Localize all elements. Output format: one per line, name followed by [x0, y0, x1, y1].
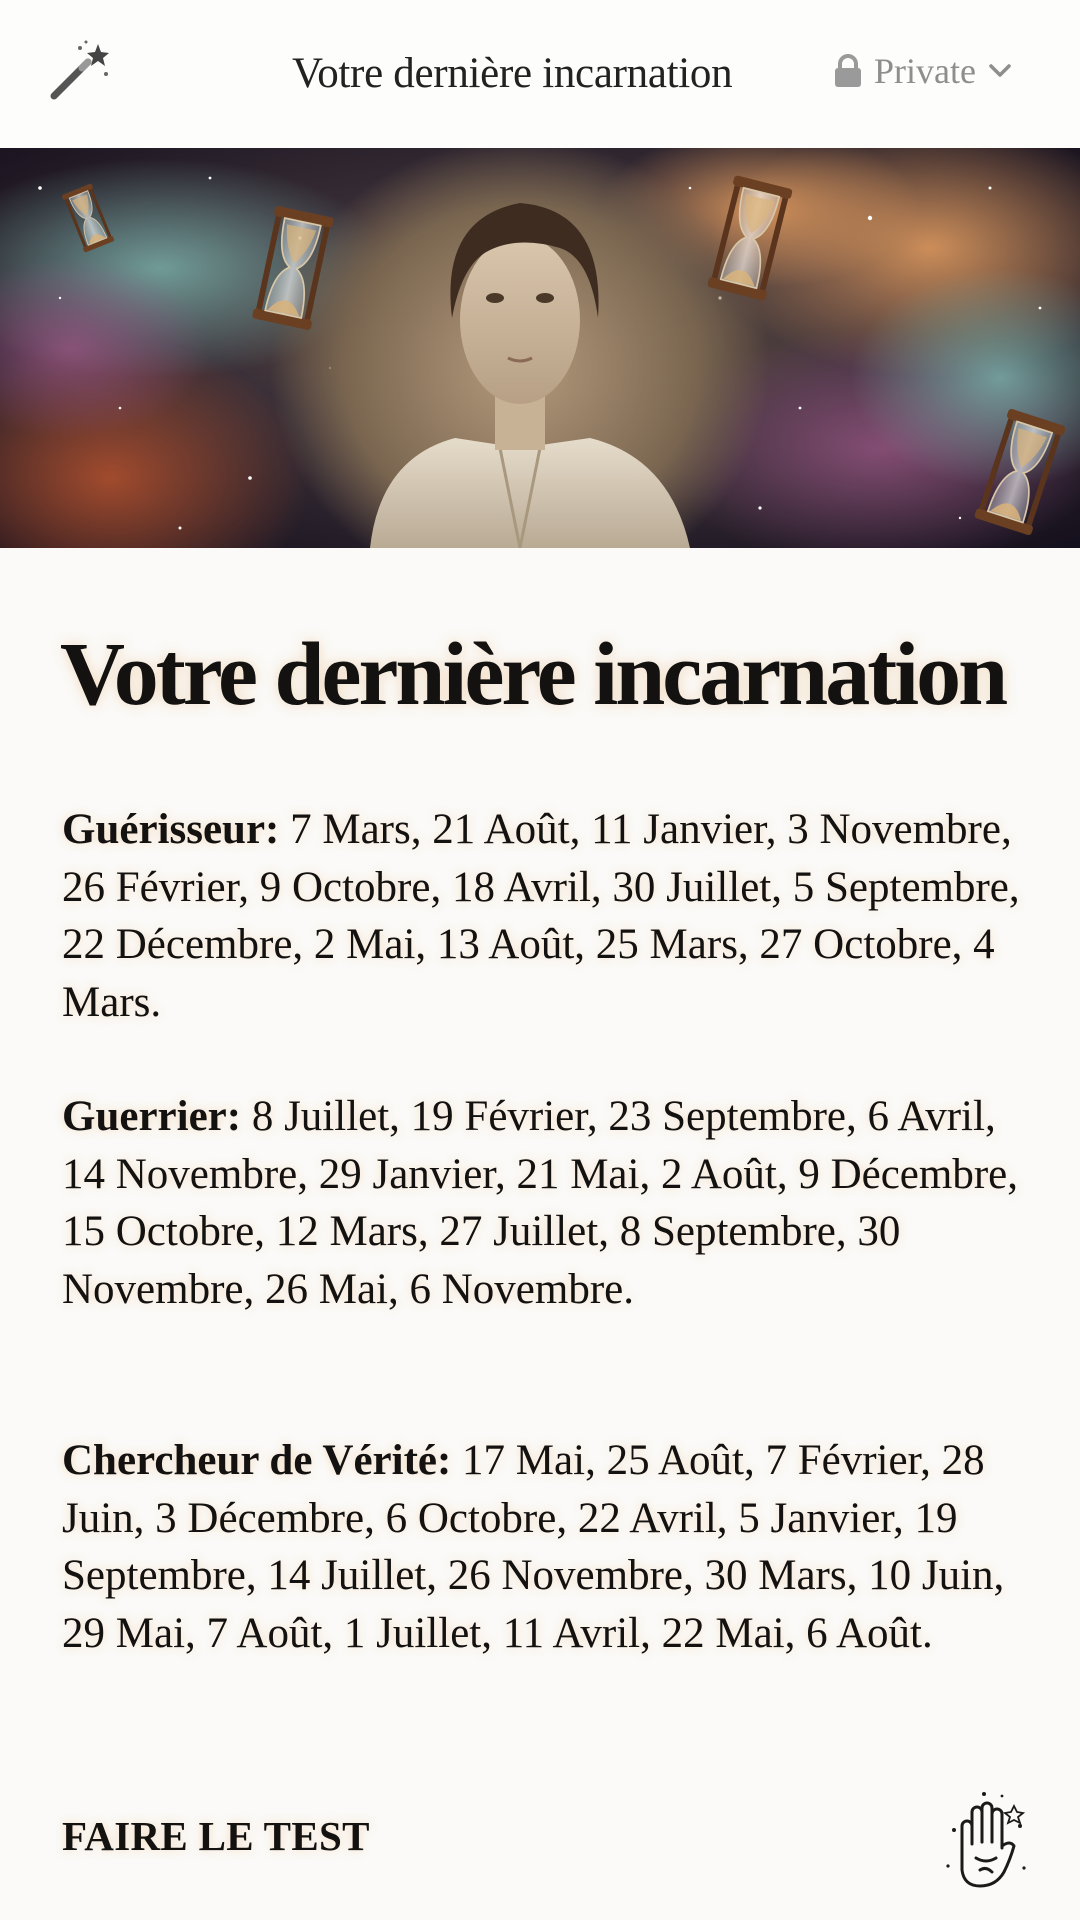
hero-image	[0, 148, 1080, 548]
hero-banner	[0, 148, 1080, 548]
magic-wand-icon[interactable]	[46, 38, 112, 104]
section-guerisseur	[62, 801, 1022, 1031]
section-label: Chercheur de Vérité:	[62, 1437, 452, 1484]
section-label: Guerrier:	[62, 1093, 242, 1140]
section-dates: 8 Juillet, 19 Février, 23 Septembre, 6 Avril, 14 Novembre, 29 Janvier, 21 Mai, 2 Août, 9 Décembre, 15 Octobre, 12 Mars, 27 Juillet, 8 Septembre, 30 Novembre, 26 Mai, 6 Novembre.	[62, 1093, 1018, 1313]
privacy-dropdown[interactable]	[834, 46, 1012, 96]
chevron-down-icon	[988, 63, 1012, 79]
section-chercheur-de-verite	[62, 1432, 1022, 1662]
section-guerrier	[62, 1088, 1022, 1318]
top-bar	[0, 0, 1080, 148]
palm-hand-icon	[940, 1786, 1030, 1896]
section-dates: 17 Mai, 25 Août, 7 Février, 28 Juin, 3 Décembre, 6 Octobre, 22 Avril, 5 Janvier, 19 Septembre, 14 Juillet, 26 Novembre, 30 Mars, 10 Juin, 29 Mai, 7 Août, 1 Juillet, 11 Avril, 22 Mai, 6 Août.	[62, 1437, 1005, 1657]
section-dates: 7 Mars, 21 Août, 11 Janvier, 3 Novembre, 26 Février, 9 Octobre, 18 Avril, 30 Juillet, 5 Septembre, 22 Décembre, 2 Mai, 13 Août, 25 Mars, 27 Octobre, 4 Mars.	[62, 806, 1020, 1026]
lock-icon	[834, 54, 862, 88]
document-title: Votre dernière incarnation	[292, 50, 733, 97]
section-label: Guérisseur:	[62, 806, 280, 853]
article-headline: Votre dernière incarnation	[60, 625, 1006, 724]
take-test-button[interactable]: FAIRE LE TEST	[62, 1813, 370, 1859]
privacy-label: Private	[874, 51, 976, 91]
